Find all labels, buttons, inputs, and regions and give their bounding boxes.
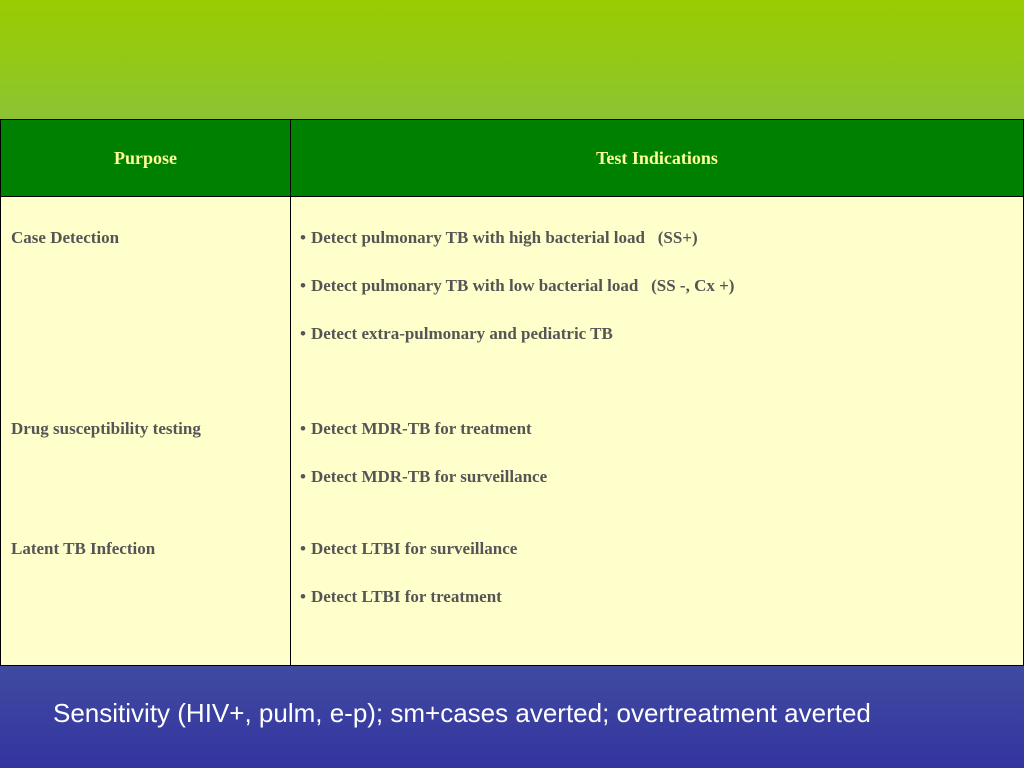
bullet-icon: • xyxy=(300,587,306,606)
bullet-icon: • xyxy=(300,467,306,486)
bullet-icon: • xyxy=(300,419,306,438)
header-test-indications: Test Indications xyxy=(596,147,718,168)
header-purpose: Purpose xyxy=(114,147,177,168)
indication-text: Detect pulmonary TB with low bacterial load (SS -, Cx +) xyxy=(310,276,735,295)
bullet-icon: • xyxy=(300,539,306,558)
purpose-latent-tb: Latent TB Infection xyxy=(11,539,156,558)
bullet-icon: • xyxy=(300,276,306,295)
indication-item xyxy=(300,419,532,439)
footer-text: Sensitivity (HIV+, pulm, e-p); sm+cases averted; overtreatment averted xyxy=(53,698,871,728)
column-divider xyxy=(290,120,291,665)
test-indications-table xyxy=(0,119,1024,666)
indication-item xyxy=(300,587,502,607)
indication-item xyxy=(300,276,734,296)
indication-item xyxy=(300,228,698,248)
table-header-row xyxy=(1,120,1023,197)
bullet-icon: • xyxy=(300,324,306,343)
indication-text: Detect pulmonary TB with high bacterial load (SS+) xyxy=(310,228,698,247)
indication-item xyxy=(300,539,517,559)
title-band xyxy=(0,0,1024,120)
indication-item xyxy=(300,467,547,487)
indication-item xyxy=(300,324,613,344)
purpose-drug-susceptibility: Drug susceptibility testing xyxy=(11,419,201,438)
indication-text: Detect MDR-TB for treatment xyxy=(310,419,532,438)
bullet-icon: • xyxy=(300,228,306,247)
indication-text: Detect extra-pulmonary and pediatric TB xyxy=(310,324,613,343)
purpose-case-detection: Case Detection xyxy=(11,228,120,247)
indication-text: Detect LTBI for treatment xyxy=(310,587,502,606)
indication-text: Detect LTBI for surveillance xyxy=(310,539,518,558)
indication-text: Detect MDR-TB for surveillance xyxy=(310,467,548,486)
